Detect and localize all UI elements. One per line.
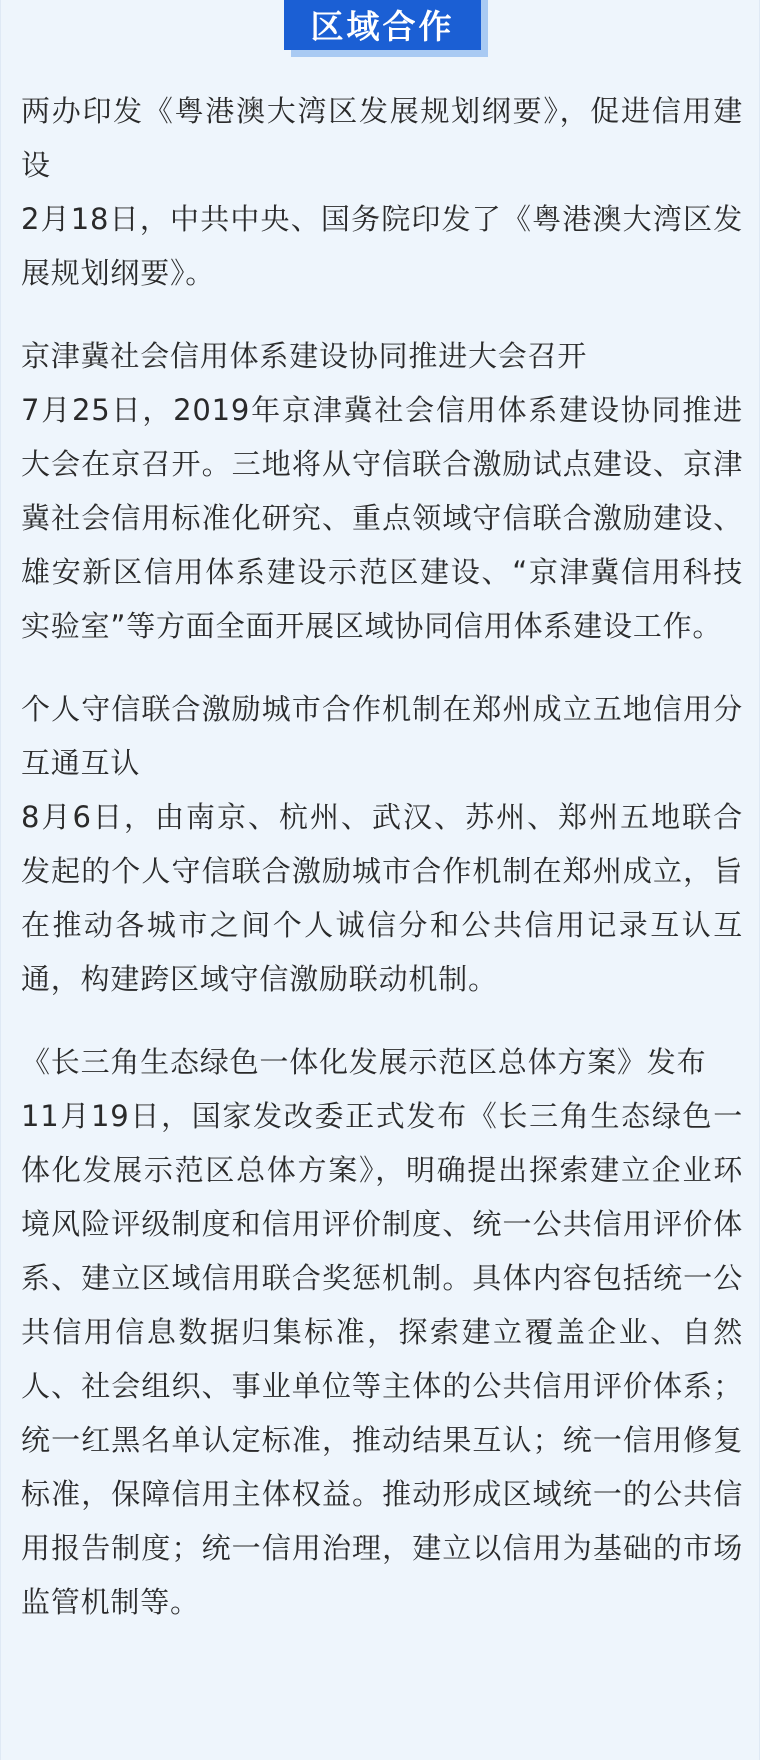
news-item-heading: 两办印发《粤港澳大湾区发展规划纲要》，促进信用建设 xyxy=(21,94,743,182)
section-title: 区域合作 xyxy=(310,6,455,46)
section-header xyxy=(1,0,760,70)
news-item-body: 7月25日，2019年京津冀社会信用体系建设协同推进大会在京召开。三地将从守信联合激励试点建设、京津冀社会信用标准化研究、重点领域守信联合激励建设、雄安新区信用体系建设示范区建设、“京津冀信用科技实验室”等方面全面开展区域协同信用体系建设工作。 xyxy=(21,393,743,643)
news-item-zhengzhou xyxy=(21,682,743,1006)
news-item-body: 2月18日，中共中央、国务院印发了《粤港澳大湾区发展规划纲要》。 xyxy=(21,202,743,290)
news-item-heading: 个人守信联合激励城市合作机制在郑州成立五地信用分互通互认 xyxy=(21,692,743,780)
news-item-heading: 《长三角生态绿色一体化发展示范区总体方案》发布 xyxy=(21,1045,707,1079)
news-item-yangtze-delta xyxy=(21,1035,743,1629)
article-content xyxy=(21,84,743,1658)
section-header-tab xyxy=(284,0,481,50)
news-item-gba xyxy=(21,84,743,300)
news-item-jingjinji xyxy=(21,329,743,653)
news-item-heading: 京津冀社会信用体系建设协同推进大会召开 xyxy=(21,339,588,373)
news-item-body: 8月6日，由南京、杭州、武汉、苏州、郑州五地联合发起的个人守信联合激励城市合作机制在郑州成立，旨在推动各城市之间个人诚信分和公共信用记录互认互通，构建跨区域守信激励联动机制。 xyxy=(21,800,743,996)
news-item-body: 11月19日，国家发改委正式发布《长三角生态绿色一体化发展示范区总体方案》，明确提出探索建立企业环境风险评级制度和信用评价制度、统一公共信用评价体系、建立区域信用联合奖惩机制。具体内容包括统一公共信用信息数据归集标准，探索建立覆盖企业、自然人、社会组织、事业单位等主体的公共信用评价体系；统一红黑名单认定标准，推动结果互认；统一信用修复标准，保障信用主体权益。推动形成区域统一的公共信用报告制度；统一信用治理，建立以信用为基础的市场监管机制等。 xyxy=(21,1099,743,1619)
